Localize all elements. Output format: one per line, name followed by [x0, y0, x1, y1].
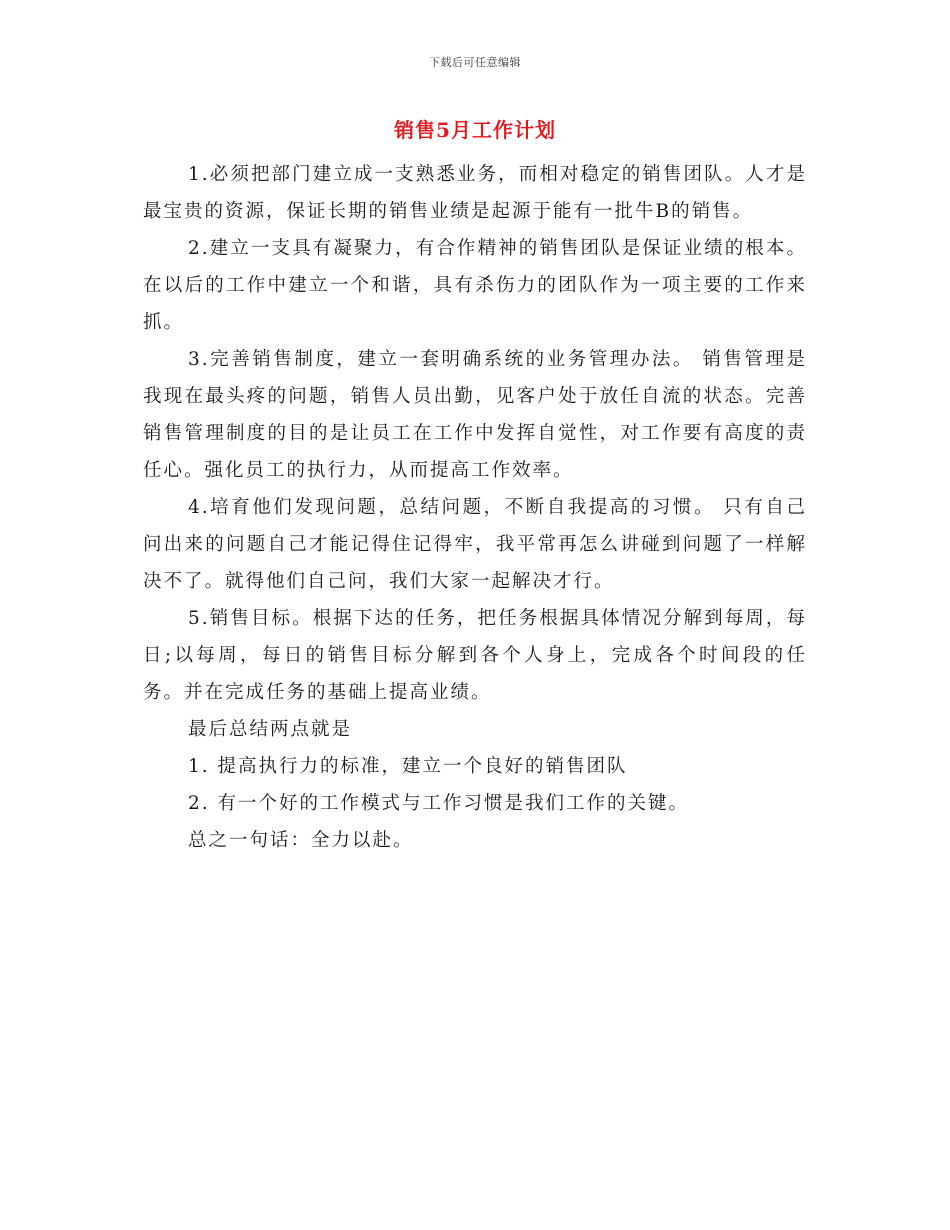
paragraph-4: 4.培育他们发现问题，总结问题，不断自我提高的习惯。 只有自己问出来的问题自己才能记得住记得牢，我平常再怎么讲碰到问题了一样解决不了。就得他们自己问，我们大家一起解决才行。 [143, 497, 807, 592]
document-title: 销售5月工作计划 [394, 118, 556, 142]
paragraph-2: 2.建立一支具有凝聚力，有合作精神的销售团队是保证业绩的根本。在以后的工作中建立一个和谐，具有杀伤力的团队作为一项主要的工作来抓。 [143, 238, 807, 333]
paragraph-5: 5.销售目标。根据下达的任务，把任务根据具体情况分解到每周，每日;以每周，每日的销售目标分解到各个人身上，完成各个时间段的任务。并在完成任务的基础上提高业绩。 [143, 608, 807, 703]
summary-intro: 最后总结两点就是 [188, 719, 353, 740]
document-body [143, 156, 807, 859]
header-note: 下载后可任意编辑 [429, 56, 521, 69]
summary-point-1: 1. 提高执行力的标准，建立一个良好的销售团队 [188, 756, 628, 777]
paragraph-3: 3.完善销售制度，建立一套明确系统的业务管理办法。 销售管理是我现在最头疼的问题，销售人员出勤，见客户处于放任自流的状态。完善销售管理制度的目的是让员工在工作中发挥自觉性，对工作要有高度的责任心。强化员工的执行力，从而提高工作效率。 [143, 349, 807, 481]
summary-point-2: 2. 有一个好的工作模式与工作习惯是我们工作的关键。 [188, 793, 690, 814]
closing-line: 总之一句话：全力以赴。 [188, 830, 414, 851]
paragraph-1: 1.必须把部门建立成一支熟悉业务，而相对稳定的销售团队。人才是最宝贵的资源，保证长期的销售业绩是起源于能有一批牛B的销售。 [143, 164, 807, 222]
